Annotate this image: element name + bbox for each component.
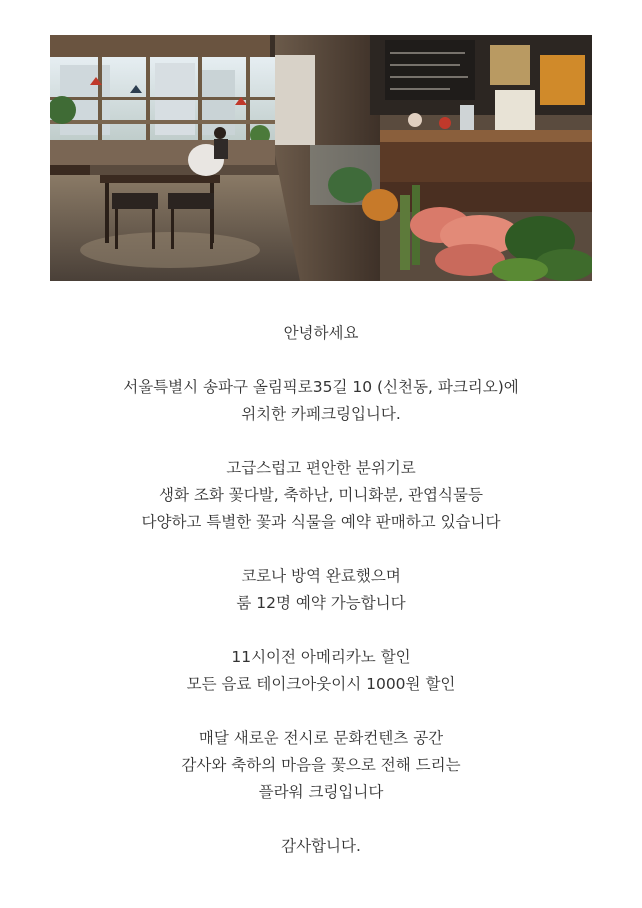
greeting-paragraph xyxy=(0,320,642,347)
exhibition-line-3: 플라워 크링입니다 xyxy=(258,783,384,801)
room-paragraph xyxy=(0,563,642,617)
products-line-1: 고급스럽고 편안한 분위기로 xyxy=(226,459,416,477)
products-line-2: 생화 조화 꽃다발, 축하난, 미니화분, 관엽식물등 xyxy=(159,486,483,504)
location-line-1: 서울특별시 송파구 올림픽로35길 10 (신천동, 파크리오)에 xyxy=(123,378,519,396)
room-line-2: 룸 12명 예약 가능합니다 xyxy=(236,594,406,612)
cafe-introduction xyxy=(0,320,642,887)
cafe-interior-photo xyxy=(50,35,592,281)
location-paragraph xyxy=(0,374,642,428)
exhibition-line-2: 감사와 축하의 마음을 꽃으로 전해 드리는 xyxy=(181,756,461,774)
exhibition-line-1: 매달 새로운 전시로 문화컨텐츠 공간 xyxy=(198,729,444,747)
greeting-text: 안녕하세요 xyxy=(283,324,359,342)
exhibition-paragraph xyxy=(0,725,642,806)
discounts-line-2: 모든 음료 테이크아웃이시 1000원 할인 xyxy=(186,675,456,693)
closing-text: 감사합니다. xyxy=(281,837,361,855)
room-line-1: 코로나 방역 완료했으며 xyxy=(241,567,401,585)
products-paragraph xyxy=(0,455,642,536)
closing-paragraph xyxy=(0,833,642,860)
products-line-3: 다양하고 특별한 꽃과 식물을 예약 판매하고 있습니다 xyxy=(141,513,501,531)
discounts-paragraph xyxy=(0,644,642,698)
discounts-line-1: 11시이전 아메리카노 할인 xyxy=(231,648,411,666)
location-line-2: 위치한 카페크링입니다. xyxy=(241,405,401,423)
